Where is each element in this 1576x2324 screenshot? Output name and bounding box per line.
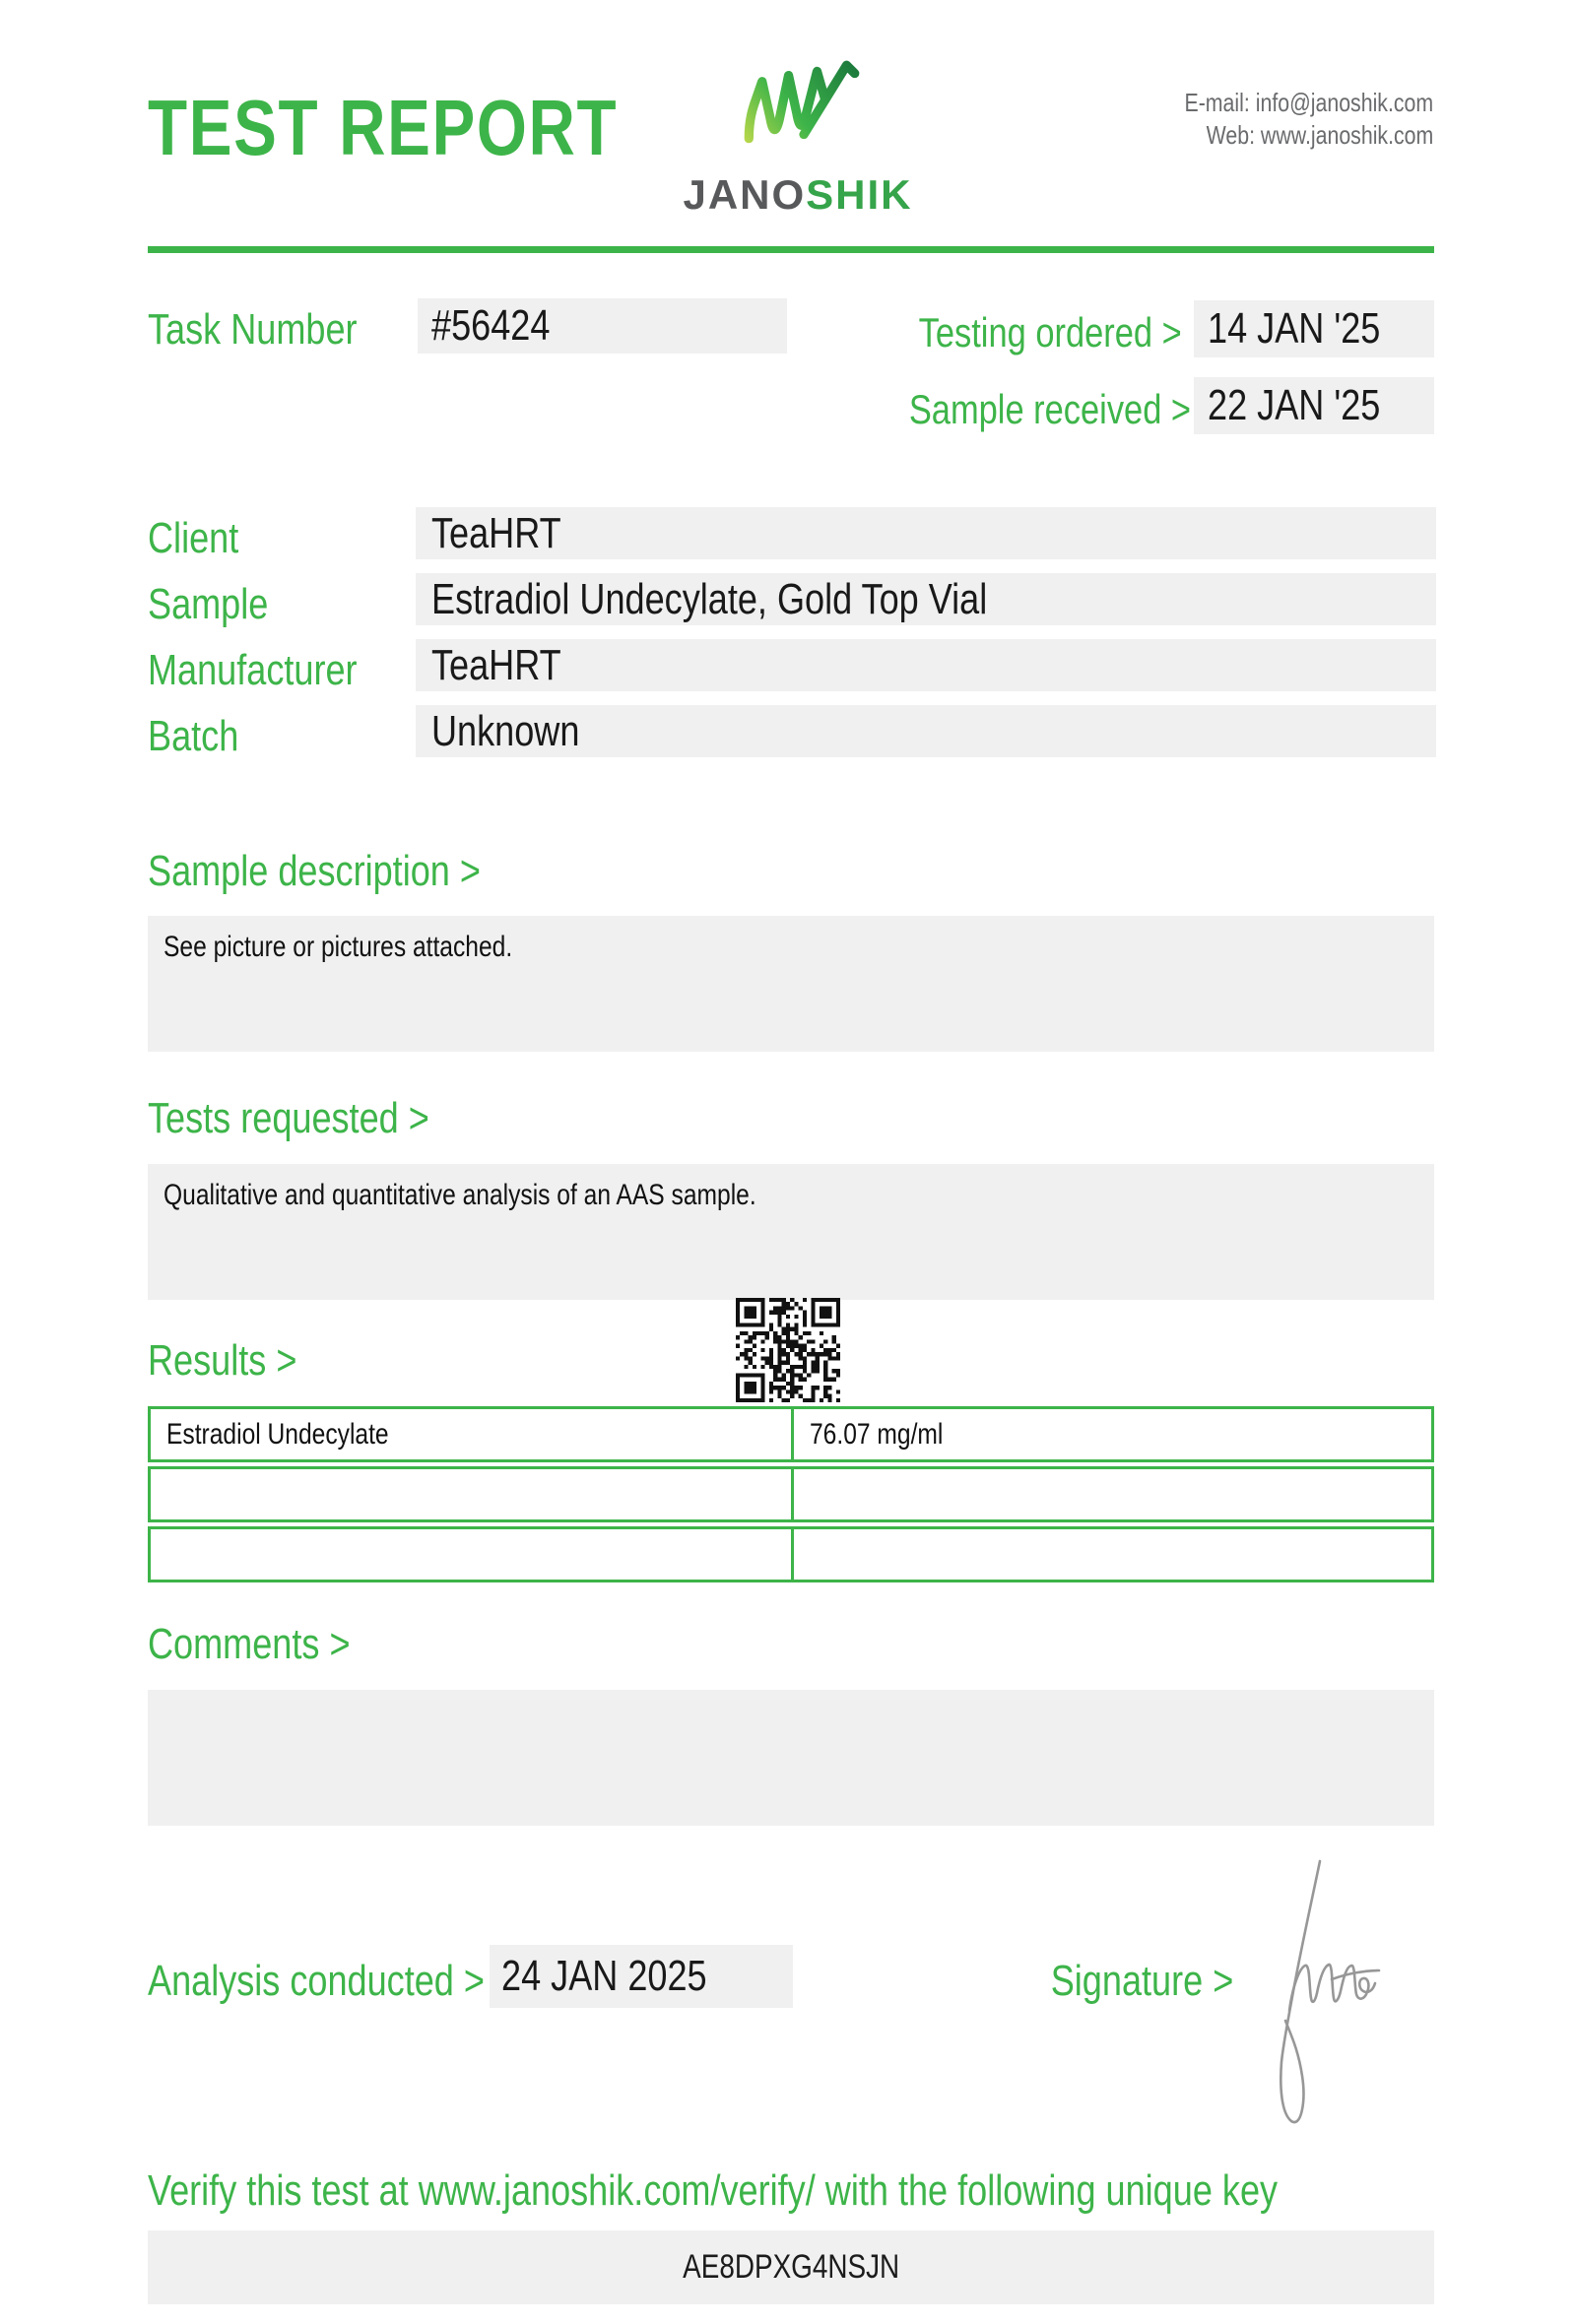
- result-substance: [151, 1529, 794, 1580]
- client-value: TeaHRT: [416, 507, 1436, 559]
- client-label: Client: [148, 514, 239, 562]
- sample-value: Estradiol Undecylate, Gold Top Vial: [416, 573, 1436, 625]
- results-row: [148, 1526, 1434, 1582]
- janoshik-logo-icon: [741, 57, 863, 167]
- tests-requested-heading: Tests requested >: [148, 1094, 429, 1142]
- page-title: TEST REPORT: [148, 84, 619, 171]
- result-substance: [151, 1469, 794, 1519]
- logo-part-gray: JANO: [683, 171, 807, 218]
- tests-requested-box: Qualitative and quantitative analysis of an AAS sample.: [148, 1164, 1434, 1300]
- manufacturer-label: Manufacturer: [148, 646, 358, 694]
- batch-value: Unknown: [416, 705, 1436, 757]
- qr-code: [736, 1298, 840, 1402]
- signature-image: [1269, 1853, 1385, 2141]
- results-row: [148, 1466, 1434, 1522]
- results-heading: Results >: [148, 1336, 297, 1385]
- testing-ordered-value: 14 JAN '25: [1194, 300, 1434, 357]
- signature-label: Signature >: [1050, 1957, 1233, 2005]
- manufacturer-value: TeaHRT: [416, 639, 1436, 691]
- task-number-label: Task Number: [148, 305, 358, 354]
- logo-part-green: SHIK: [806, 171, 913, 218]
- comments-heading: Comments >: [148, 1620, 351, 1668]
- sample-label: Sample: [148, 580, 269, 628]
- comments-box: [148, 1690, 1434, 1826]
- sample-received-label: Sample received >: [908, 386, 1192, 432]
- sample-received-value: 22 JAN '25: [1194, 377, 1434, 434]
- sample-description-heading: Sample description >: [148, 847, 481, 895]
- verify-text: Verify this test at www.janoshik.com/verify/ with the following unique key: [148, 2166, 1279, 2215]
- contact-web: Web: www.janoshik.com: [1206, 120, 1433, 150]
- result-value: 76.07 mg/ml: [810, 1418, 944, 1451]
- contact-email: E-mail: info@janoshik.com: [1184, 88, 1433, 117]
- results-table: [148, 1406, 1434, 1586]
- unique-key-value: AE8DPXG4NSJN: [148, 2230, 1434, 2304]
- sample-description-box: See picture or pictures attached.: [148, 916, 1434, 1052]
- task-number-value: #56424: [418, 298, 787, 354]
- result-value: [794, 1469, 1431, 1519]
- results-row: [148, 1406, 1434, 1462]
- testing-ordered-label: Testing ordered >: [918, 309, 1182, 355]
- analysis-conducted-label: Analysis conducted >: [148, 1957, 485, 2005]
- janoshik-logo-text: [670, 171, 926, 219]
- result-value: [794, 1529, 1431, 1580]
- result-substance: Estradiol Undecylate: [151, 1409, 794, 1459]
- contact-info: [1130, 87, 1433, 152]
- batch-label: Batch: [148, 712, 239, 760]
- analysis-date-value: 24 JAN 2025: [490, 1945, 793, 2008]
- header-divider: [148, 246, 1434, 253]
